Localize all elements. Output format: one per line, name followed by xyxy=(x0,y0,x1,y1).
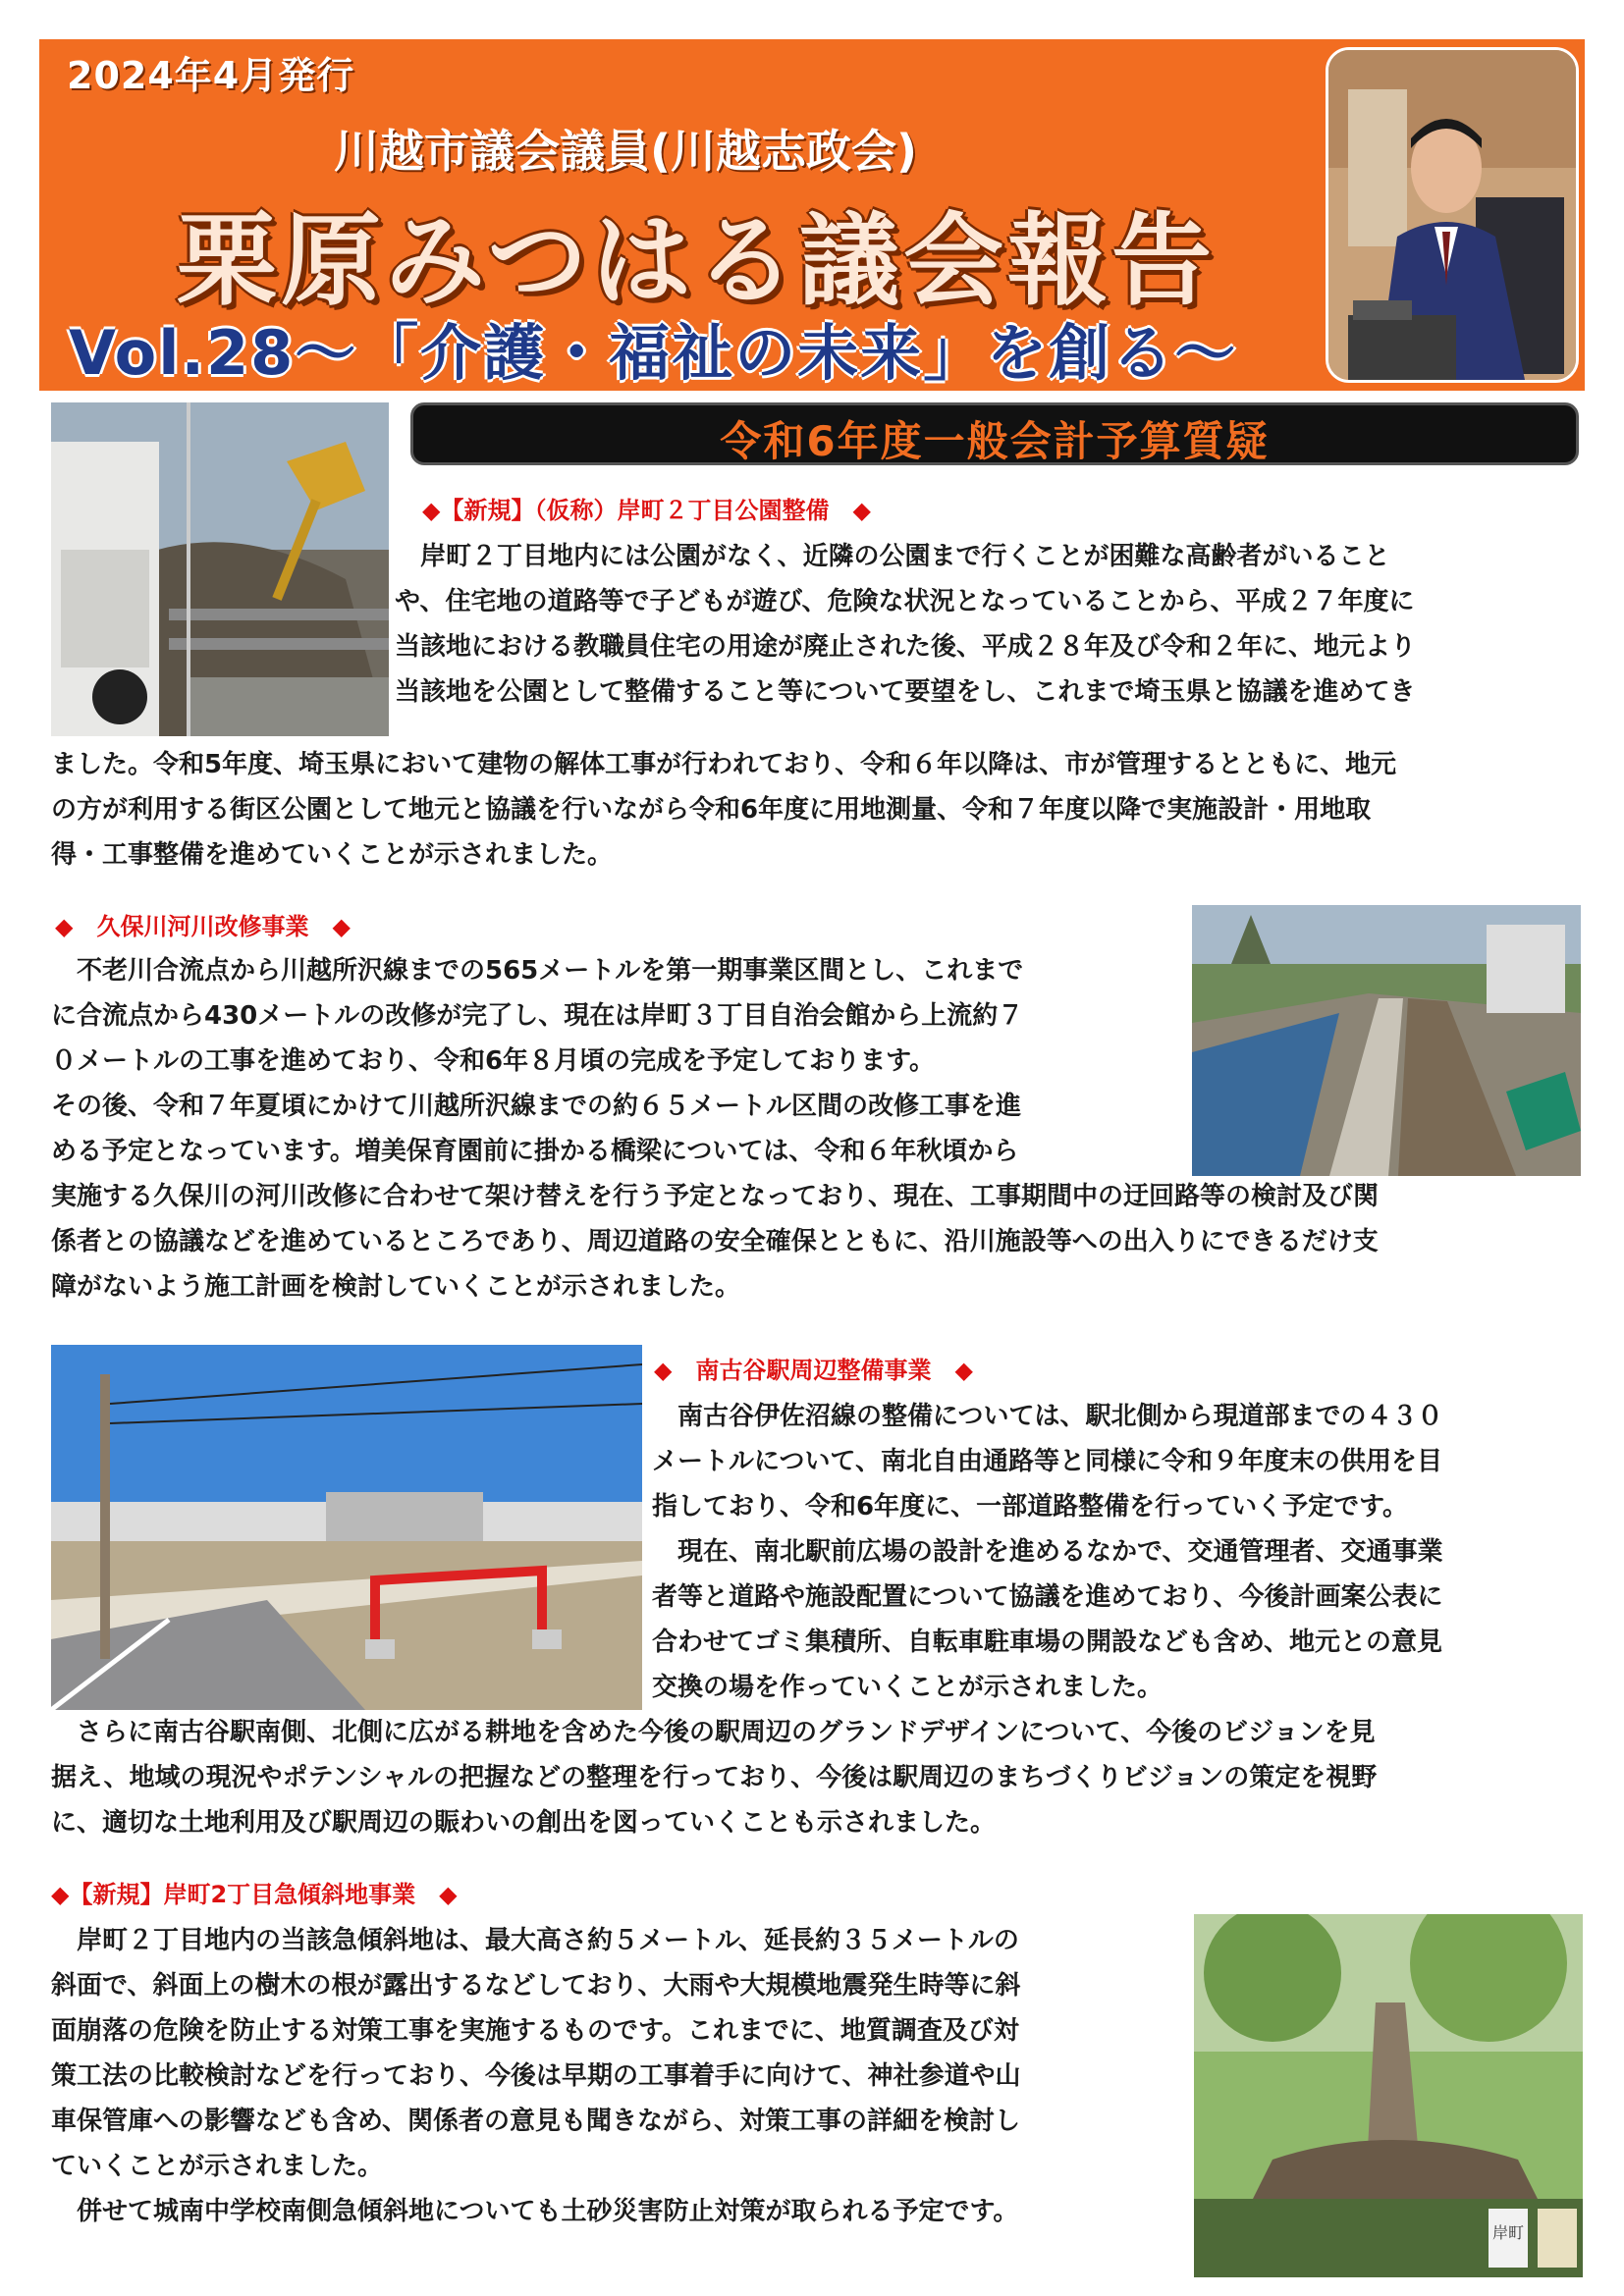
text-line: 合わせてゴミ集積所、自転車駐車場の開設なども含め、地元との意見 xyxy=(652,1628,1442,1657)
text-line: 当該地における教職員住宅の用途が廃止された後、平成２８年及び令和２年に、地元より xyxy=(395,632,1417,662)
text-line: その後、令和７年夏頃にかけて川越所沢線までの約６５メートル区間の改修工事を進 xyxy=(51,1092,1022,1121)
text-line: 南古谷伊佐沼線の整備については、駅北側から現道部までの４３０ xyxy=(652,1402,1443,1431)
text-line: ました。令和5年度、埼玉県において建物の解体工事が行われており、令和６年以降は、市が管理するとともに、地元 xyxy=(51,750,1397,779)
section-title-bar xyxy=(410,402,1579,465)
text-line: さらに南古谷駅南側、北側に広がる耕地を含めた今後の駅周辺のグランドデザインについて、今後のビジョンを見 xyxy=(51,1718,1376,1747)
text-line: 得・工事整備を進めていくことが示されました。 xyxy=(51,840,614,870)
article-3-heading: ◆ 南古谷駅周辺整備事業 ◆ xyxy=(654,1357,973,1384)
text-line: の方が利用する街区公園として地元と協議を行いながら令和6年度に用地測量、令和７年度以降で実施設計・用地取 xyxy=(51,795,1372,825)
text-line: 者等と道路や施設配置について協議を進めており、今後計画案公表に xyxy=(652,1582,1443,1612)
river-construction-photo xyxy=(1192,905,1581,1176)
header-banner xyxy=(39,39,1585,391)
article-1-body-b xyxy=(51,742,1396,878)
text-line: 指しており、令和6年度に、一部道路整備を行っていく予定です。 xyxy=(652,1492,1409,1522)
text-line: 現在、南北駅前広場の設計を進めるなかで、交通管理者、交通事業 xyxy=(652,1537,1443,1567)
text-line: に、適切な土地利用及び駅周辺の賑わいの創出を図っていくことも示されました。 xyxy=(51,1808,997,1838)
text-line: 策工法の比較検討などを行っており、今後は早期の工事着手に向けて、神社参道や山 xyxy=(51,2061,1021,2091)
article-1-heading: ◆【新規】（仮称）岸町２丁目公園整備 ◆ xyxy=(422,497,871,524)
issue-date: 2024年4月発行 xyxy=(67,54,355,97)
article-4-body xyxy=(51,1918,1020,2234)
text-line: メートルについて、南北自由通路等と同様に令和９年度末の供用を目 xyxy=(652,1447,1442,1476)
article-3-body-a xyxy=(652,1394,1442,1710)
section-title: 令和6年度一般会計予算質疑 xyxy=(720,417,1270,465)
text-line: 不老川合流点から川越所沢線までの565メートルを第一期事業区間とし、これまで xyxy=(51,956,1024,986)
text-line: 面崩落の危険を防止する対策工事を実施するものです。これまでに、地質調査及び対 xyxy=(51,2016,1019,2046)
affiliation: 川越市議会議員(川越志政会) xyxy=(334,125,918,178)
article-3-body-b xyxy=(51,1710,1377,1845)
text-line: 岸町２丁目地内には公園がなく、近隣の公園まで行くことが困難な高齢者がいること xyxy=(395,542,1390,571)
text-line: に合流点から430メートルの改修が完了し、現在は岸町３丁目自治会館から上流約７ xyxy=(51,1001,1024,1031)
text-line: 当該地を公園として整備すること等について要望をし、これまで埼玉県と協議を進めてき xyxy=(395,677,1416,707)
report-title: 栗原みつはる議会報告 xyxy=(177,203,1216,320)
text-line: 併せて城南中学校南側急傾斜地についても土砂災害防止対策が取られる予定です。 xyxy=(51,2197,1019,2226)
volume-subtitle: Vol.28～「介護・福祉の未来」を創る～ xyxy=(69,317,1238,389)
photo-sign-text: 岸町 xyxy=(1491,2223,1525,2242)
article-2-body-a xyxy=(51,948,1379,1309)
text-line: 斜面で、斜面上の樹木の根が露出するなどしており、大雨や大規模地震発生時等に斜 xyxy=(51,1971,1021,2001)
text-line: 据え、地域の現況やポテンシャルの把握などの整理を行っており、今後は駅周辺のまちづくりビジョンの策定を視野 xyxy=(51,1763,1378,1792)
article-2-heading: ◆ 久保川河川改修事業 ◆ xyxy=(55,913,351,940)
article-1-body-a xyxy=(395,534,1416,715)
text-line: ていくことが示されました。 xyxy=(51,2152,384,2181)
slope-tree-photo xyxy=(1194,1914,1583,2277)
text-line: や、住宅地の道路等で子どもが遊び、危険な状況となっていることから、平成２７年度に xyxy=(395,587,1415,616)
text-line: ０メートルの工事を進めており、令和6年８月頃の完成を予定しております。 xyxy=(51,1046,936,1076)
text-line: 岸町２丁目地内の当該急傾斜地は、最大高さ約５メートル、延長約３５メートルの xyxy=(51,1926,1019,1955)
text-line: める予定となっています。増美保育園前に掛かる橋梁については、令和６年秋頃から xyxy=(51,1137,1019,1166)
text-line: 車保管庫への影響なども含め、関係者の意見も聞きながら、対策工事の詳細を検討し xyxy=(51,2107,1020,2136)
station-area-photo xyxy=(51,1345,642,1710)
portrait-photo xyxy=(1326,47,1579,383)
text-line: 障がないよう施工計画を検討していくことが示されました。 xyxy=(51,1272,741,1302)
article-4-heading: ◆【新規】岸町2丁目急傾斜地事業 ◆ xyxy=(51,1881,458,1908)
text-line: 交換の場を作っていくことが示されました。 xyxy=(652,1673,1164,1702)
text-line: 係者との協議などを進めているところであり、周辺道路の安全確保とともに、沿川施設等への出入りにできるだけ支 xyxy=(51,1227,1379,1256)
text-line: 実施する久保川の河川改修に合わせて架け替えを行う予定となっており、現在、工事期間中の迂回路等の検討及び関 xyxy=(51,1182,1380,1211)
demolition-photo xyxy=(51,402,389,736)
